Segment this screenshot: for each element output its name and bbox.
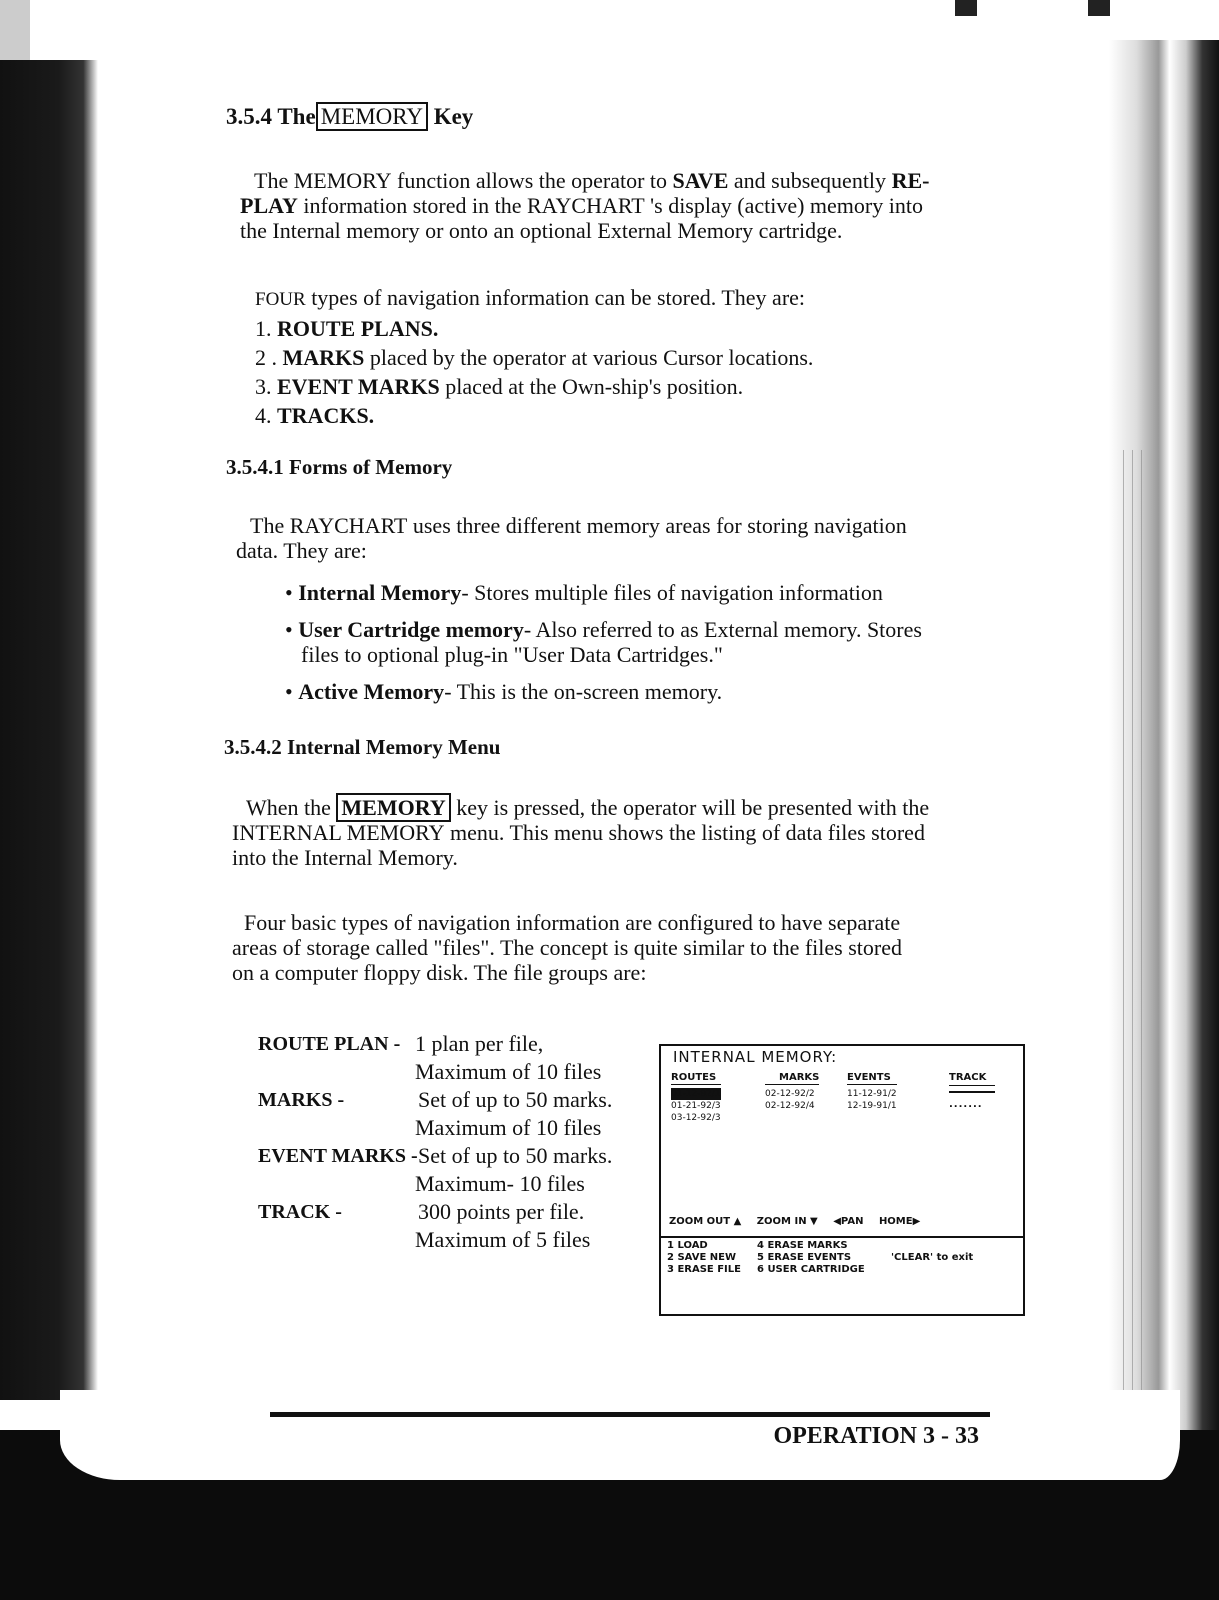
zoom-out-softkey: ZOOM OUT ▲ bbox=[669, 1216, 742, 1227]
internal-memory-screen bbox=[659, 1044, 1025, 1316]
track-column: TRACK ....... bbox=[949, 1072, 995, 1109]
list-item: • User Cartridge memory- Also referred to as External memory. Stores files to optional plug-in "User Data Cartridges." bbox=[285, 617, 922, 667]
routes-column: ROUTES 01-12-92/1 01-21-92/3 03-12-92/3 bbox=[671, 1072, 721, 1123]
file-group-row: TRACK - 300 points per file. bbox=[258, 1199, 585, 1224]
marks-file: 02-12-92/2 bbox=[765, 1089, 815, 1099]
file-groups: ROUTE PLAN - 1 plan per file, Maximum of 10 files MARKS - Set of up to 50 marks. Maximum of 10 files EVENT MARKS - Set of up to 50 marks. Maximum- 10 files TRACK - 300 points per file. Maximum of 5 files bbox=[258, 1030, 648, 1254]
command-list-1: 1 LOAD 2 SAVE NEW 3 ERASE FILE bbox=[667, 1240, 741, 1275]
memory-forms-list bbox=[285, 580, 1005, 716]
file-group-row: ROUTE PLAN - 1 plan per file, bbox=[258, 1031, 544, 1056]
list-item: 1. ROUTE PLANS. bbox=[255, 316, 439, 341]
menu-paragraph: When the MEMORY key is pressed, the operator will be presented with the INTERNAL MEMORY menu. This menu shows the listing of data files stored into the Internal Memory. bbox=[232, 795, 930, 870]
pan-softkey: ◀PAN bbox=[833, 1216, 864, 1227]
file-group-row: EVENT MARKS - Set of up to 50 marks. bbox=[258, 1143, 613, 1168]
footer-rule bbox=[270, 1412, 990, 1417]
selected-route-file: 01-12-92/1 bbox=[671, 1089, 721, 1099]
route-file: 01-21-92/3 bbox=[671, 1101, 721, 1111]
section-heading-354 bbox=[226, 104, 473, 130]
memory-key-box: MEMORY bbox=[316, 102, 428, 131]
events-file: 11-12-91/2 bbox=[847, 1089, 897, 1099]
heading-prefix: 3.5.4 The bbox=[226, 104, 316, 129]
track-solid-line bbox=[949, 1091, 995, 1093]
section-heading-3541: 3.5.4.1 Forms of Memory bbox=[226, 455, 453, 479]
list-item: 2 . MARKS placed by the operator at various Cursor locations. bbox=[255, 345, 814, 370]
track-dotted-line: ....... bbox=[949, 1099, 983, 1110]
types-list: FOUR types of navigation information can be stored. They are: 1. ROUTE PLANS. 2 . MARKS placed by the operator at various Cursor locations. 3. EVENT MARKS placed at the Own-ship's position. 4. TRACKS. bbox=[255, 285, 814, 428]
page-footer: OPERATION 3 - 33 bbox=[773, 1423, 979, 1449]
memory-key-box: MEMORY bbox=[336, 793, 450, 822]
route-file: 03-12-92/3 bbox=[671, 1113, 721, 1123]
screen-title: INTERNAL MEMORY: bbox=[673, 1048, 838, 1066]
list-item: 4. TRACKS. bbox=[255, 403, 375, 428]
zoom-in-softkey: ZOOM IN ▼ bbox=[756, 1216, 818, 1227]
softkey-row bbox=[669, 1216, 932, 1227]
list-item: 3. EVENT MARKS placed at the Own-ship's position. bbox=[255, 374, 744, 399]
section-heading-3542: 3.5.4.2 Internal Memory Menu bbox=[224, 735, 501, 759]
intro-paragraph: The MEMORY function allows the operator to SAVE and subsequently RE- PLAY information stored in the RAYCHART 's display (active) memory into the Internal memory or onto an optional External Memory cartridge. bbox=[240, 168, 930, 243]
file-group-row: MARKS - Set of up to 50 marks. bbox=[258, 1087, 613, 1112]
screen-divider bbox=[661, 1236, 1023, 1238]
events-file: 12-19-91/1 bbox=[847, 1101, 897, 1111]
marks-column: MARKS 02-12-92/2 02-12-92/4 bbox=[765, 1072, 820, 1111]
command-list-2: 4 ERASE MARKS 5 ERASE EVENTS 6 USER CARTRIDGE bbox=[757, 1240, 865, 1275]
files-paragraph: Four basic types of navigation information are configured to have separate areas of storage called "files". The concept is quite similar to the files stored on a computer floppy disk. The file groups are: bbox=[232, 910, 903, 985]
forms-paragraph: The RAYCHART uses three different memory areas for storing navigation data. They are: bbox=[236, 513, 907, 563]
heading-suffix: Key bbox=[433, 104, 474, 129]
list-item: • Active Memory- This is the on-screen memory. bbox=[285, 679, 723, 704]
events-column: EVENTS 11-12-91/2 12-19-91/1 bbox=[847, 1072, 897, 1111]
clear-hint: 'CLEAR' to exit bbox=[891, 1252, 974, 1263]
home-softkey: HOME▶ bbox=[878, 1216, 921, 1227]
marks-file: 02-12-92/4 bbox=[765, 1101, 815, 1111]
list-item: • Internal Memory- Stores multiple files of navigation information bbox=[285, 580, 883, 605]
